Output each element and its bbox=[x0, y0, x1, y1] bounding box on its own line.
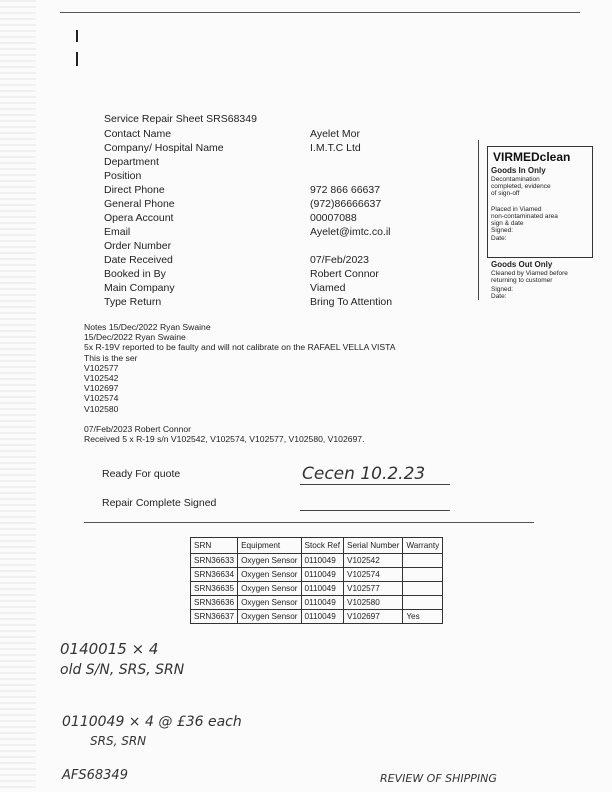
table-cell: Oxygen Sensor bbox=[238, 610, 301, 624]
field-label: Company/ Hospital Name bbox=[104, 142, 224, 154]
table-cell: 0110049 bbox=[301, 596, 344, 610]
field-label: Department bbox=[104, 156, 159, 168]
table-cell: SRN36637 bbox=[191, 610, 238, 624]
field-label: General Phone bbox=[104, 198, 175, 210]
handwritten-note: 0140015 × 4 bbox=[60, 640, 159, 658]
signature-line bbox=[300, 484, 450, 485]
field-value: Robert Connor bbox=[310, 268, 379, 280]
stamp-goods-in-text-2: Placed in Viamed non-contaminated area sign & date bbox=[491, 206, 558, 227]
stamp-goods-in-text: Decontamination completed, evidence of sign-off bbox=[491, 176, 551, 197]
column-header: Equipment bbox=[238, 538, 301, 554]
field-value: 972 866 66637 bbox=[310, 184, 381, 196]
repair-complete-label: Repair Complete Signed bbox=[102, 497, 217, 509]
section-divider bbox=[84, 522, 534, 523]
table-cell: Oxygen Sensor bbox=[238, 568, 301, 582]
top-rule bbox=[60, 12, 580, 13]
stamp-brand: VIRMEDclean bbox=[493, 150, 571, 164]
table-cell bbox=[403, 582, 443, 596]
stamp-date-2: Date: bbox=[491, 293, 507, 300]
margin-mark bbox=[76, 30, 78, 42]
signature-line bbox=[300, 510, 450, 511]
stamp-goods-in-heading: Goods In Only bbox=[491, 166, 546, 175]
table-row bbox=[191, 582, 443, 596]
table-row bbox=[191, 568, 443, 582]
sheet-title: Service Repair Sheet SRS68349 bbox=[104, 113, 257, 125]
ready-for-quote-label: Ready For quote bbox=[102, 468, 181, 480]
table-row bbox=[191, 554, 443, 568]
handwritten-note: REVIEW OF SHIPPING bbox=[380, 772, 497, 785]
equipment-table bbox=[190, 537, 443, 624]
table-row bbox=[191, 596, 443, 610]
field-label: Direct Phone bbox=[104, 184, 165, 196]
table-cell: V102542 bbox=[344, 554, 403, 568]
field-label: Main Company bbox=[104, 282, 175, 294]
stamp-signed: Signed: bbox=[491, 227, 514, 234]
column-header: SRN bbox=[191, 538, 238, 554]
table-cell: SRN36634 bbox=[191, 568, 238, 582]
stamp-date: Date: bbox=[491, 235, 507, 242]
table-cell: 0110049 bbox=[301, 554, 344, 568]
field-label: Type Return bbox=[104, 296, 162, 308]
table-cell: Oxygen Sensor bbox=[238, 554, 301, 568]
table-cell bbox=[403, 568, 443, 582]
field-value: Viamed bbox=[310, 282, 346, 294]
notes-block: Notes 15/Dec/2022 Ryan Swaine 15/Dec/2022 Ryan Swaine 5x R-19V reported to be faulty and will not calibrate on the RAFAEL VELLA VISTA This is the ser V102577 V102542 V102697 V102574 V102580 07/Feb/2023 Robert Connor Received 5 x R-19 s/n V102542, V102574, V102577, V102580, V102697. bbox=[84, 322, 396, 445]
table-cell: Oxygen Sensor bbox=[238, 596, 301, 610]
field-label: Email bbox=[104, 226, 131, 238]
table-cell: V102574 bbox=[344, 568, 403, 582]
column-header: Stock Ref bbox=[301, 538, 344, 554]
table-cell: 0110049 bbox=[301, 610, 344, 624]
table-cell: V102577 bbox=[344, 582, 403, 596]
table-cell: Yes bbox=[403, 610, 443, 624]
table-cell bbox=[403, 554, 443, 568]
field-value: Bring To Attention bbox=[310, 296, 393, 308]
field-value: Ayelet@imtc.co.il bbox=[310, 226, 391, 238]
table-cell: SRN36633 bbox=[191, 554, 238, 568]
table-header-row bbox=[191, 538, 443, 554]
stamp-goods-out-heading: Goods Out Only bbox=[491, 260, 553, 269]
table-cell: SRN36635 bbox=[191, 582, 238, 596]
field-value: 07/Feb/2023 bbox=[310, 254, 369, 266]
field-value: I.M.T.C Ltd bbox=[310, 142, 361, 154]
table-cell: Oxygen Sensor bbox=[238, 582, 301, 596]
handwritten-note: old S/N, SRS, SRN bbox=[60, 662, 185, 678]
table-row bbox=[191, 610, 443, 624]
field-label: Position bbox=[104, 170, 142, 182]
margin-mark bbox=[76, 52, 78, 66]
table-cell: 0110049 bbox=[301, 582, 344, 596]
field-label: Contact Name bbox=[104, 128, 172, 140]
column-header: Warranty bbox=[403, 538, 443, 554]
table-cell: 0110049 bbox=[301, 568, 344, 582]
ready-signature: Cecen 10.2.23 bbox=[302, 464, 426, 484]
field-label: Opera Account bbox=[104, 212, 174, 224]
handwritten-note: AFS68349 bbox=[62, 768, 128, 783]
field-label: Date Received bbox=[104, 254, 173, 266]
table-cell bbox=[403, 596, 443, 610]
column-header: Serial Number bbox=[344, 538, 403, 554]
stamp-goods-out-text: Cleaned by Viamed before returning to customer bbox=[491, 270, 568, 284]
field-label: Booked in By bbox=[104, 268, 166, 280]
field-label: Order Number bbox=[104, 240, 172, 252]
handwritten-note: 0110049 × 4 @ £36 each bbox=[62, 714, 242, 730]
handwritten-note: SRS, SRN bbox=[90, 734, 147, 748]
field-value: (972)86666637 bbox=[310, 198, 382, 210]
scan-edge-artifact bbox=[0, 0, 36, 792]
table-cell: SRN36636 bbox=[191, 596, 238, 610]
field-value: Ayelet Mor bbox=[310, 128, 360, 140]
table-cell: V102580 bbox=[344, 596, 403, 610]
table-cell: V102697 bbox=[344, 610, 403, 624]
field-value: 00007088 bbox=[310, 212, 357, 224]
virmed-clean-stamp bbox=[478, 140, 591, 300]
stamp-signed-2: Signed: bbox=[491, 286, 514, 293]
